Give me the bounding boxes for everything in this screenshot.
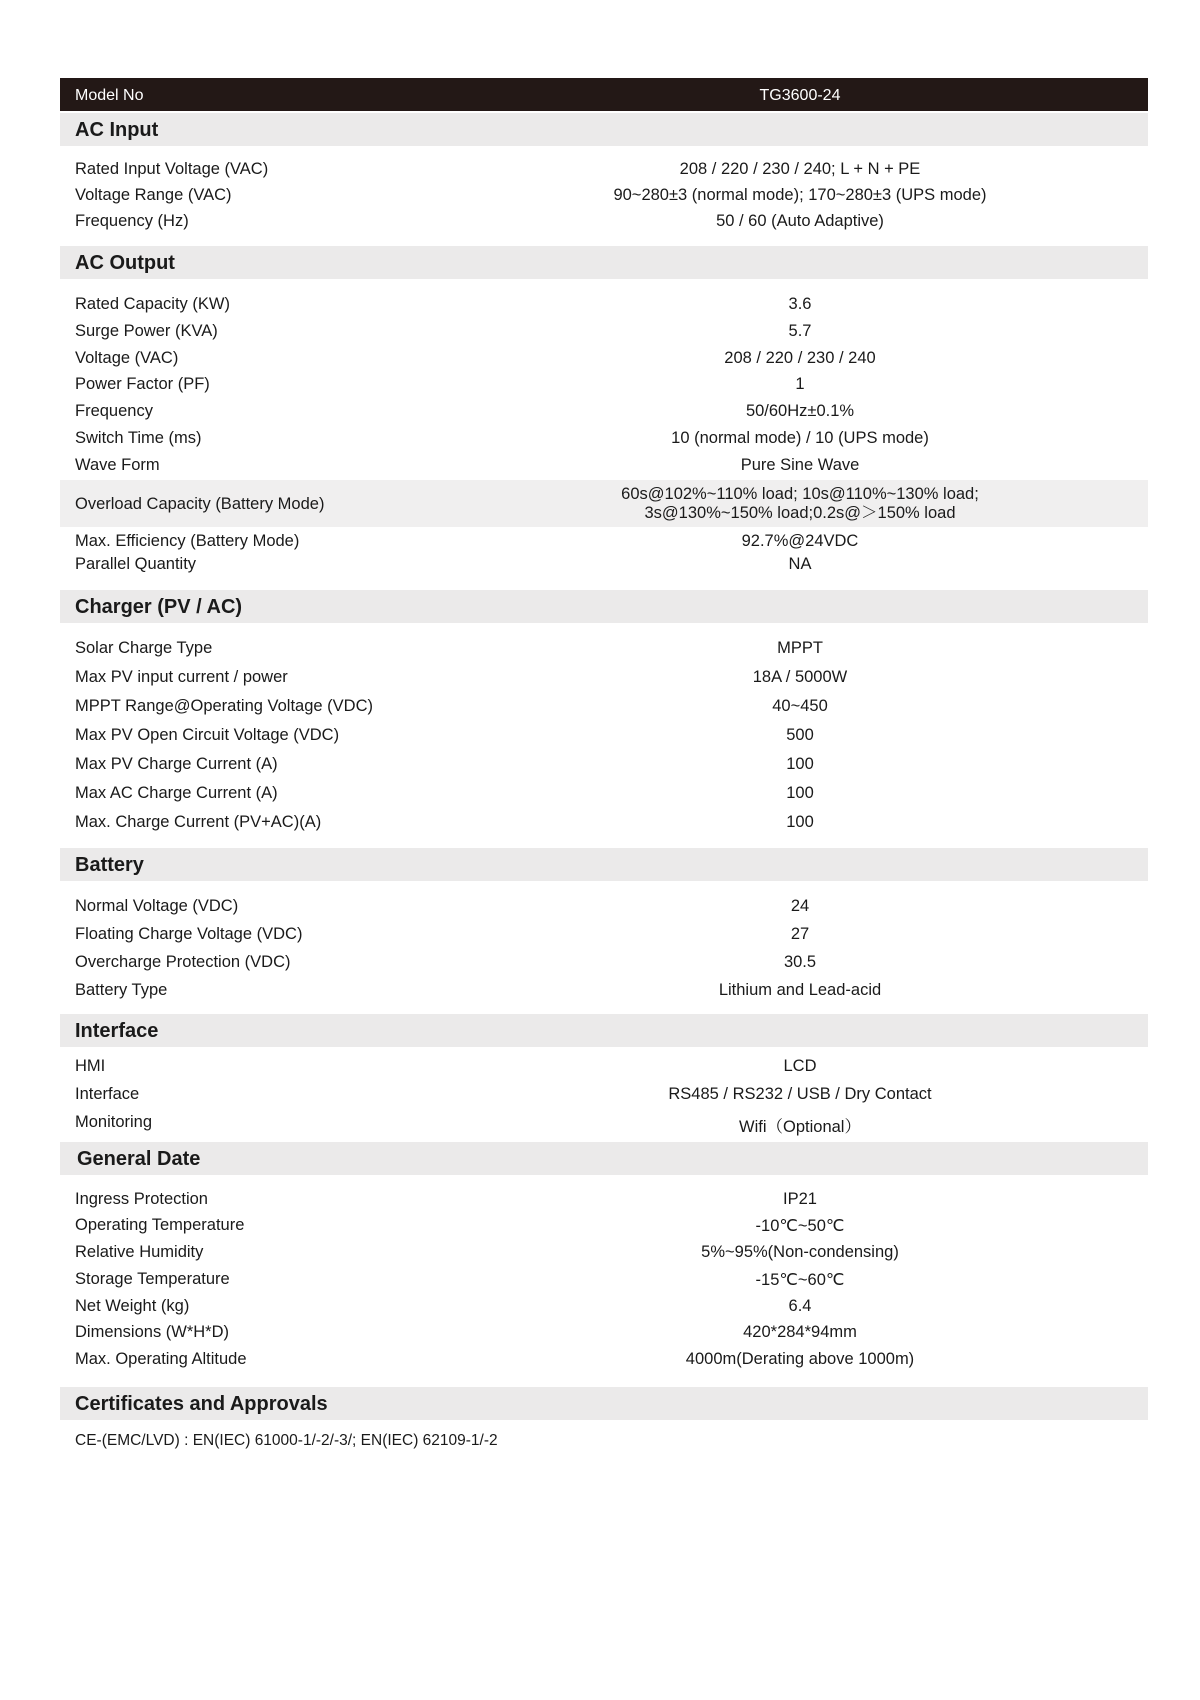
spec-value: 18A / 5000W bbox=[752, 668, 848, 686]
spec-label: Power Factor (PF) bbox=[75, 375, 210, 393]
spec-label: Interface bbox=[75, 1085, 140, 1103]
model-header-row bbox=[60, 78, 1148, 111]
section-header-charger bbox=[60, 590, 1148, 623]
spec-value: 208 / 220 / 230 / 240 bbox=[724, 349, 876, 367]
spec-label: Max. Efficiency (Battery Mode) bbox=[75, 532, 300, 550]
spec-label: Floating Charge Voltage (VDC) bbox=[75, 925, 303, 943]
spec-value: -15℃~60℃ bbox=[755, 1271, 845, 1289]
section-header-battery bbox=[60, 848, 1148, 881]
spec-value: -10℃~50℃ bbox=[755, 1217, 845, 1235]
spec-value: MPPT bbox=[777, 639, 823, 657]
spec-label: Max PV Open Circuit Voltage (VDC) bbox=[75, 726, 340, 744]
model-label: Model No bbox=[75, 87, 144, 104]
spec-label: Relative Humidity bbox=[75, 1243, 204, 1261]
spec-label: Dimensions (W*H*D) bbox=[75, 1323, 230, 1341]
spec-label: Net Weight (kg) bbox=[75, 1297, 190, 1315]
spec-value: RS485 / RS232 / USB / Dry Contact bbox=[668, 1085, 932, 1103]
spec-value: 24 bbox=[790, 897, 810, 915]
spec-label: Voltage Range (VAC) bbox=[75, 186, 232, 204]
spec-label: Overload Capacity (Battery Mode) bbox=[75, 495, 325, 513]
spec-label: Max. Charge Current (PV+AC)(A) bbox=[75, 813, 322, 831]
spec-label: Storage Temperature bbox=[75, 1270, 230, 1288]
spec-value: 92.7%@24VDC bbox=[741, 532, 859, 550]
spec-value: NA bbox=[788, 555, 812, 573]
spec-value: 420*284*94mm bbox=[743, 1323, 857, 1341]
spec-value: 100 bbox=[786, 813, 814, 831]
spec-value: 6.4 bbox=[788, 1297, 812, 1315]
spec-value: 500 bbox=[786, 726, 814, 744]
spec-label: HMI bbox=[75, 1057, 106, 1075]
spec-value: LCD bbox=[783, 1057, 817, 1075]
section-header-ac-output bbox=[60, 246, 1148, 279]
spec-label: Switch Time (ms) bbox=[75, 429, 202, 447]
section-header-general bbox=[60, 1142, 1148, 1175]
spec-value: 40~450 bbox=[772, 697, 828, 715]
spec-label: Monitoring bbox=[75, 1113, 153, 1131]
spec-value: 90~280±3 (normal mode); 170~280±3 (UPS mode) bbox=[613, 186, 987, 204]
spec-value: 100 bbox=[786, 784, 814, 802]
section-title: General Date bbox=[77, 1148, 201, 1170]
spec-value: 208 / 220 / 230 / 240; L + N + PE bbox=[679, 160, 921, 178]
spec-label: Parallel Quantity bbox=[75, 555, 197, 573]
spec-label: Max. Operating Altitude bbox=[75, 1350, 247, 1368]
spec-value: 27 bbox=[790, 925, 810, 943]
spec-label: Frequency bbox=[75, 402, 153, 420]
section-header-ac-input bbox=[60, 113, 1148, 146]
spec-value: 30.5 bbox=[783, 953, 817, 971]
spec-value: IP21 bbox=[783, 1190, 817, 1208]
section-title: AC Input bbox=[75, 119, 159, 141]
spec-label: Battery Type bbox=[75, 981, 168, 999]
spec-label: Surge Power (KVA) bbox=[75, 322, 218, 340]
spec-label: Overcharge Protection (VDC) bbox=[75, 953, 291, 971]
spec-label: Operating Temperature bbox=[75, 1216, 245, 1234]
section-header-interface bbox=[60, 1014, 1148, 1047]
spec-value: 1 bbox=[795, 375, 805, 393]
spec-value: 100 bbox=[786, 755, 814, 773]
spec-label: Wave Form bbox=[75, 456, 160, 474]
spec-value-line: 60s@102%~110% load; 10s@110%~130% load; bbox=[621, 485, 979, 503]
spec-value: Pure Sine Wave bbox=[740, 456, 860, 474]
spec-label: Voltage (VAC) bbox=[75, 349, 179, 367]
section-title: Certificates and Approvals bbox=[75, 1393, 328, 1415]
spec-value: 10 (normal mode) / 10 (UPS mode) bbox=[671, 429, 929, 447]
spec-value: 5%~95%(Non-condensing) bbox=[701, 1243, 899, 1261]
spec-label: Max PV input current / power bbox=[75, 668, 288, 686]
spec-value: Lithium and Lead-acid bbox=[718, 981, 882, 999]
section-title: AC Output bbox=[75, 252, 175, 274]
spec-label: Rated Input Voltage (VAC) bbox=[75, 160, 269, 178]
spec-label: Rated Capacity (KW) bbox=[75, 295, 230, 313]
spec-value: 5.7 bbox=[788, 322, 812, 340]
spec-value: 50/60Hz±0.1% bbox=[745, 402, 855, 420]
spec-label: Ingress Protection bbox=[75, 1190, 208, 1208]
section-title: Battery bbox=[75, 854, 144, 876]
spec-value bbox=[540, 485, 1060, 523]
spec-value-line: 3s@130%~150% load;0.2s@＞150% load bbox=[644, 504, 956, 522]
section-header-certificates bbox=[60, 1387, 1148, 1420]
spec-label: Frequency (Hz) bbox=[75, 212, 189, 230]
spec-label: Normal Voltage (VDC) bbox=[75, 897, 239, 915]
certificates-text: CE-(EMC/LVD) : EN(IEC) 61000-1/-2/-3/; EN(IEC) 62109-1/-2 bbox=[75, 1432, 498, 1449]
spec-row-overload bbox=[60, 480, 1148, 527]
model-value: TG3600-24 bbox=[759, 87, 841, 104]
spec-label: Solar Charge Type bbox=[75, 639, 213, 657]
section-title: Charger (PV / AC) bbox=[75, 596, 243, 618]
spec-value: 3.6 bbox=[788, 295, 812, 313]
spec-label: MPPT Range@Operating Voltage (VDC) bbox=[75, 697, 373, 715]
spec-value: 4000m(Derating above 1000m) bbox=[685, 1350, 915, 1368]
spec-value: Wifi（Optional） bbox=[739, 1118, 861, 1136]
spec-label: Max PV Charge Current (A) bbox=[75, 755, 278, 773]
spec-label: Max AC Charge Current (A) bbox=[75, 784, 278, 802]
spec-value: 50 / 60 (Auto Adaptive) bbox=[716, 212, 884, 230]
section-title: Interface bbox=[75, 1020, 159, 1042]
